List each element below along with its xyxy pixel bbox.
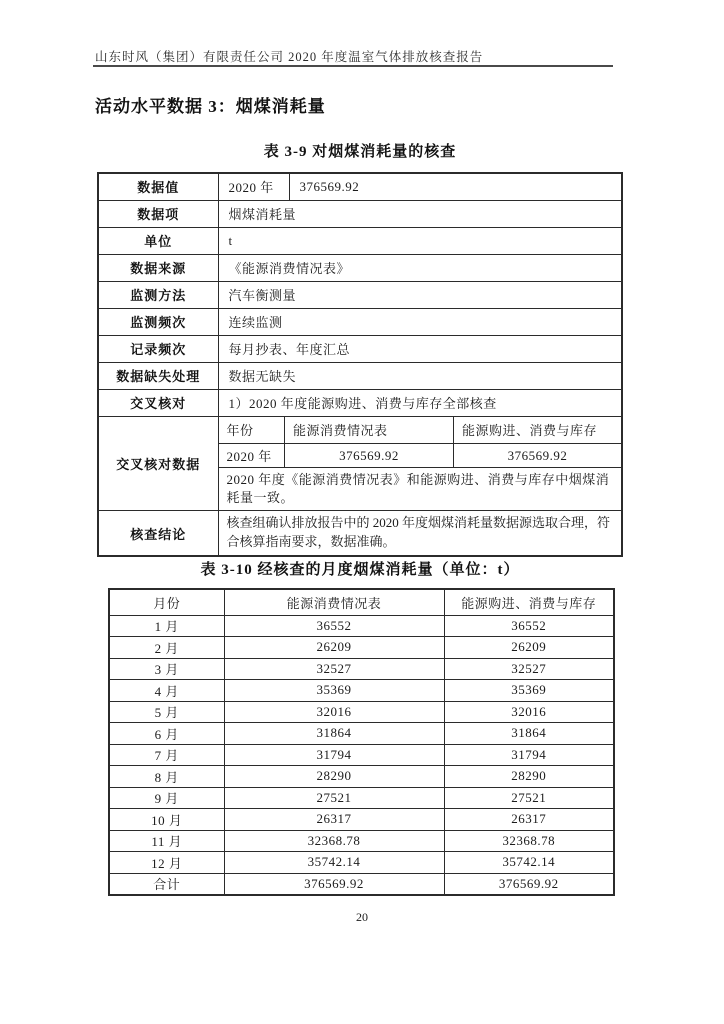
table-row — [109, 809, 614, 831]
table-row — [109, 787, 614, 809]
value-cell: 1）2020 年度能源购进、消费与库存全部核查 — [218, 389, 622, 416]
total-value-cell: 376569.92 — [444, 873, 614, 895]
month-cell: 11 月 — [109, 830, 224, 852]
table-row — [98, 335, 622, 362]
conclusion-text — [218, 511, 622, 556]
header-divider-line — [93, 65, 613, 67]
value-cell: 31794 — [224, 744, 444, 766]
value-cell: 32368.78 — [444, 830, 614, 852]
year-cell: 2020 年 — [218, 173, 289, 200]
cross-check-data-row — [98, 416, 622, 511]
month-cell: 9 月 — [109, 787, 224, 809]
value-cell: 28290 — [224, 766, 444, 788]
table-row — [98, 389, 622, 416]
month-cell: 10 月 — [109, 809, 224, 831]
month-cell: 8 月 — [109, 766, 224, 788]
row-label: 监测频次 — [98, 308, 218, 335]
value-cell: 26209 — [224, 637, 444, 659]
value-cell: 数据无缺失 — [218, 362, 622, 389]
table-row — [109, 701, 614, 723]
month-cell: 4 月 — [109, 680, 224, 702]
row-label: 交叉核对数据 — [98, 416, 218, 511]
value-cell: 32527 — [224, 658, 444, 680]
table-3-10-title: 表 3-10 经核查的月度烟煤消耗量（单位：t） — [200, 562, 520, 578]
section-heading: 活动水平数据 3：烟煤消耗量 — [95, 97, 326, 116]
value-cell: 26209 — [444, 637, 614, 659]
inner-column-header: 能源购进、消费与库存 — [454, 417, 622, 444]
value-cell: 376569.92 — [285, 444, 454, 468]
month-cell: 12 月 — [109, 852, 224, 874]
month-cell: 2 月 — [109, 637, 224, 659]
value-cell: 32368.78 — [224, 830, 444, 852]
conclusion-text-content: 核查组确认排放报告中的 2020 年度烟煤消耗量数据源选取合理，符合核算指南要求，数据准确。 — [226, 515, 611, 550]
table-row — [109, 658, 614, 680]
value-cell: 26317 — [444, 809, 614, 831]
column-header-consumption-table: 能源消费情况表 — [224, 589, 444, 615]
page-number: 20 — [356, 910, 368, 924]
month-cell: 6 月 — [109, 723, 224, 745]
value-cell: 连续监测 — [218, 308, 622, 335]
column-header-purchase-stock: 能源购进、消费与库存 — [444, 589, 614, 615]
table-row — [109, 744, 614, 766]
row-label: 数据缺失处理 — [98, 362, 218, 389]
table-row — [109, 723, 614, 745]
table-3-10 — [108, 588, 615, 896]
table-row — [109, 637, 614, 659]
value-cell: 35369 — [444, 680, 614, 702]
table-row — [109, 852, 614, 874]
value-cell: 32016 — [224, 701, 444, 723]
cross-check-nested-cell — [218, 416, 622, 511]
value-cell: 35742.14 — [224, 852, 444, 874]
table-row — [109, 680, 614, 702]
table-3-9 — [97, 172, 623, 557]
value-cell: 36552 — [444, 615, 614, 637]
table-row — [98, 254, 622, 281]
value-cell: 32016 — [444, 701, 614, 723]
year-cell: 2020 年 — [219, 444, 285, 468]
conclusion-row — [98, 511, 622, 556]
cross-check-note: 2020 年度《能源消费情况表》和能源购进、消费与库存中烟煤消耗量一致。 — [219, 468, 622, 511]
month-cell: 5 月 — [109, 701, 224, 723]
inner-data-row — [219, 444, 622, 468]
inner-column-header: 年份 — [219, 417, 285, 444]
row-label: 交叉核对 — [98, 389, 218, 416]
value-cell: 26317 — [224, 809, 444, 831]
value-cell: 376569.92 — [454, 444, 622, 468]
total-row — [109, 873, 614, 895]
row-label: 核查结论 — [98, 511, 218, 556]
value-cell: 27521 — [444, 787, 614, 809]
value-cell: 376569.92 — [289, 173, 622, 200]
value-cell: 28290 — [444, 766, 614, 788]
value-cell: 32527 — [444, 658, 614, 680]
value-cell: 31794 — [444, 744, 614, 766]
table-row — [98, 362, 622, 389]
month-cell: 1 月 — [109, 615, 224, 637]
row-label: 数据值 — [98, 173, 218, 200]
table-row — [98, 200, 622, 227]
table-row — [109, 830, 614, 852]
table-row — [98, 227, 622, 254]
month-cell: 3 月 — [109, 658, 224, 680]
table-row — [109, 766, 614, 788]
row-label: 监测方法 — [98, 281, 218, 308]
row-label: 数据项 — [98, 200, 218, 227]
total-label-cell: 合计 — [109, 873, 224, 895]
table-3-9-title: 表 3-9 对烟煤消耗量的核查 — [263, 144, 457, 160]
table-row — [98, 308, 622, 335]
value-cell: 烟煤消耗量 — [218, 200, 622, 227]
table-row — [109, 615, 614, 637]
value-cell: 31864 — [224, 723, 444, 745]
total-value-cell: 376569.92 — [224, 873, 444, 895]
document-header-text: 山东时风（集团）有限责任公司 2020 年度温室气体排放核查报告 — [95, 50, 484, 64]
inner-note-row — [219, 468, 622, 511]
row-label: 单位 — [98, 227, 218, 254]
column-header-month: 月份 — [109, 589, 224, 615]
value-cell: 《能源消费情况表》 — [218, 254, 622, 281]
inner-column-header: 能源消费情况表 — [285, 417, 454, 444]
column-header-row — [109, 589, 614, 615]
value-cell: 36552 — [224, 615, 444, 637]
value-cell: 汽车衡测量 — [218, 281, 622, 308]
cross-check-inner-table — [219, 417, 622, 511]
inner-header-row — [219, 417, 622, 444]
table-row — [98, 173, 622, 200]
value-cell: 27521 — [224, 787, 444, 809]
value-cell: 35369 — [224, 680, 444, 702]
value-cell: t — [218, 227, 622, 254]
value-cell: 31864 — [444, 723, 614, 745]
row-label: 记录频次 — [98, 335, 218, 362]
table-row — [98, 281, 622, 308]
value-cell: 35742.14 — [444, 852, 614, 874]
month-cell: 7 月 — [109, 744, 224, 766]
row-label: 数据来源 — [98, 254, 218, 281]
value-cell: 每月抄表、年度汇总 — [218, 335, 622, 362]
